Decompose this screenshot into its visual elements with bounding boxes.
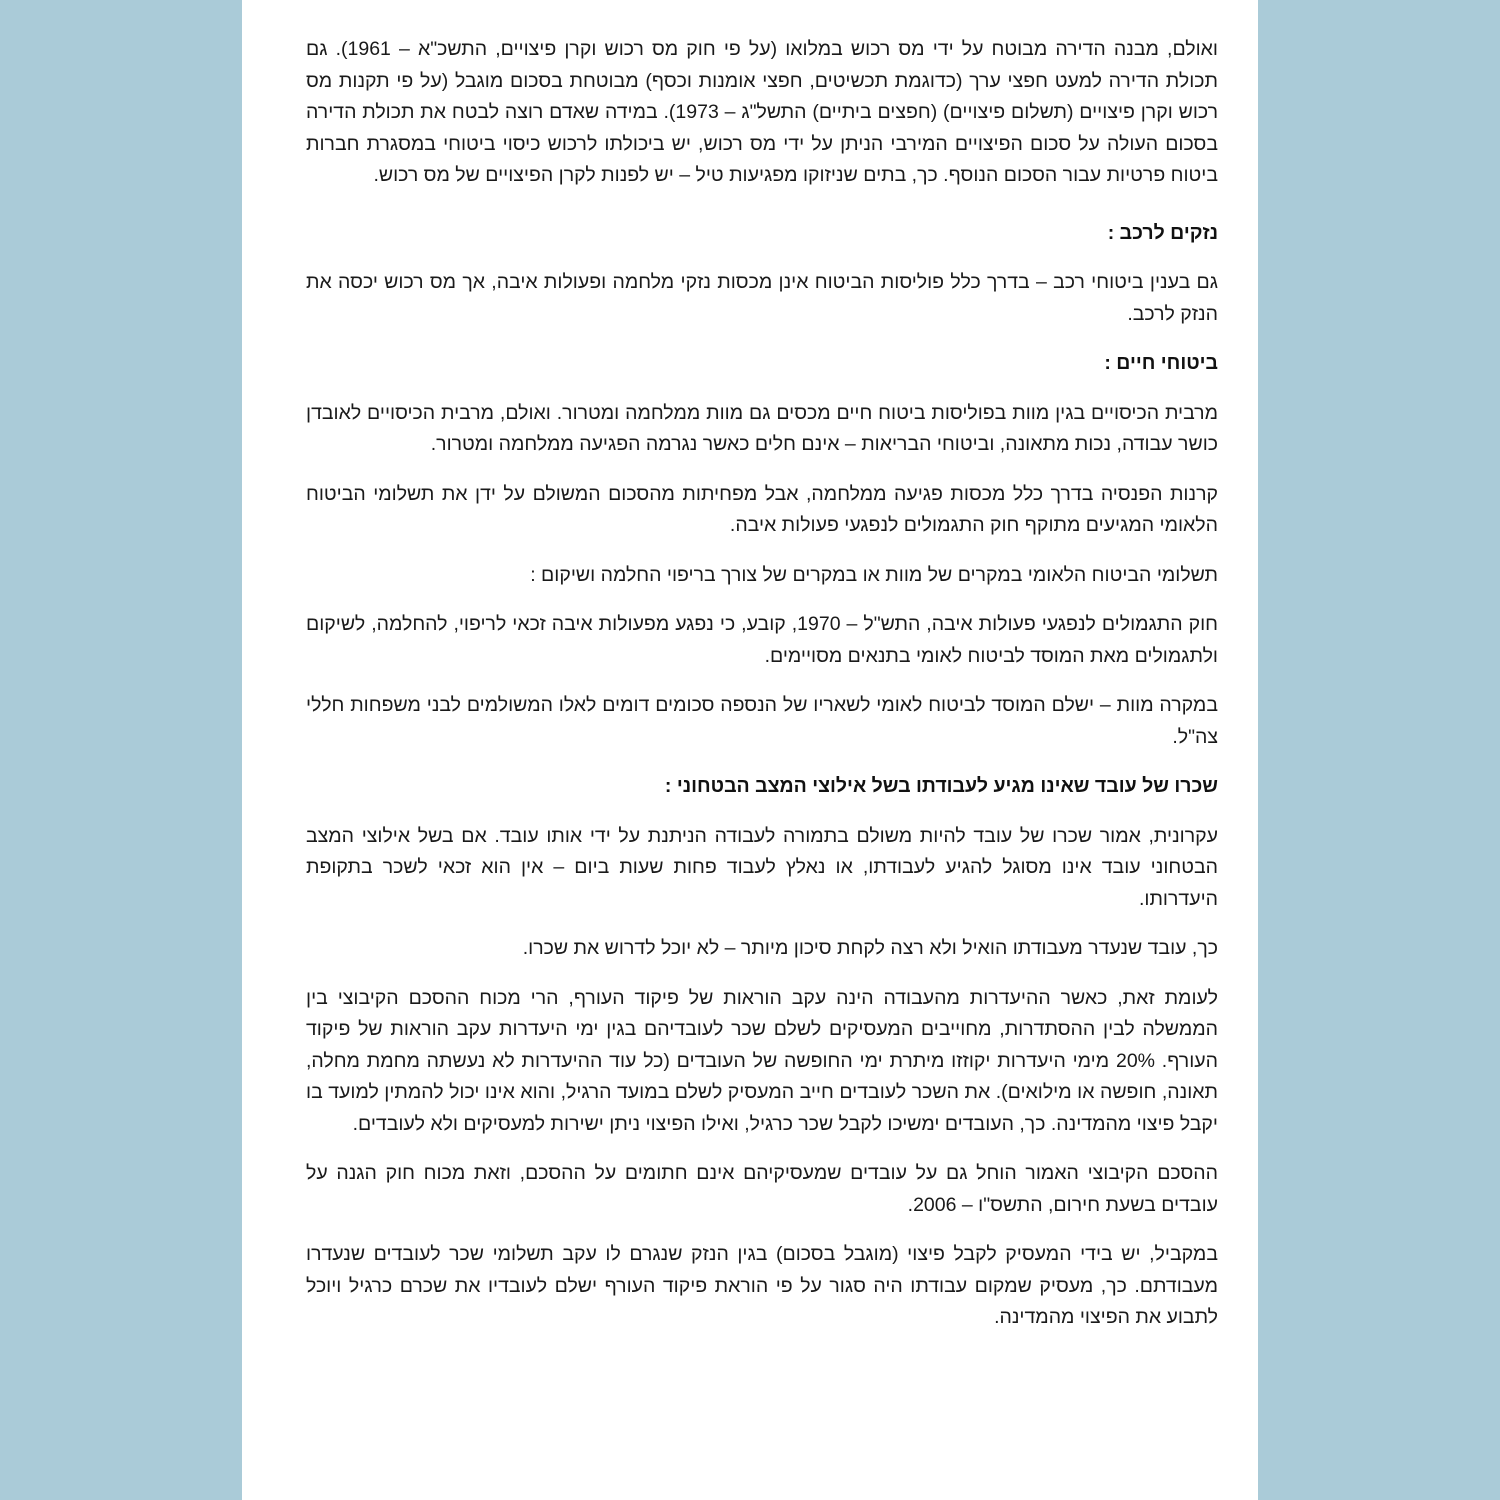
paragraph-collective-agreement: ההסכם הקיבוצי האמור הוחל גם על עובדים שמעסיקיהם אינם חתומים על ההסכם, וזאת מכוח חוק הגנה על עובדים בשעת חירום, התשס"ו – 2006. (306, 1162, 1218, 1216)
paragraph-compensation-law: חוק התגמולים לנפגעי פעולות איבה, התש"ל – 1970, קובע, כי נפגע מפעולות איבה זכאי לריפוי, להחלמה, לשיקום ולתגמולים מאת המוסד לביטוח לאומי בתנאים מסויימים. (306, 613, 1218, 667)
document-body (306, 34, 1218, 1352)
document-page (242, 0, 1258, 1500)
paragraph-vehicle-insurance: גם בענין ביטוחי רכב – בדרך כלל פוליסות הביטוח אינן מכסות נזקי מלחמה ופעולות איבה, אך מס רכוש יכסה את הנזק לרכב. (306, 271, 1218, 325)
paragraph-property-tax: ואולם, מבנה הדירה מבוטח על ידי מס רכוש במלואו (על פי חוק מס רכוש וקרן פיצויים, התשכ"א – 1961). גם תכולת הדירה למעט חפצי ערך (כדוגמת תכשיטים, חפצי אומנות וכסף) מבוטחת בסכום מוגבל (על פי תקנות מס רכוש וקרן פיצויים (תשלום פיצויים) (חפצים ביתיים) התשל"ג – 1973). במידה שאדם רוצה לבטח את תכולת הדירה בסכום העולה על סכום הפיצויים המירבי הניתן על ידי מס רכוש, יש ביכולתו לרכוש כיסוי ביטוחי במסגרת חברות ביטוח פרטיות עבור הסכום הנוסף. כך, בתים שניזוקו מפגיעות טיל – יש לפנות לקרן הפיצויים של מס רכוש. (306, 38, 1219, 186)
paragraph-national-insurance-intro: תשלומי הביטוח הלאומי במקרים של מוות או במקרים של צורך בריפוי החלמה ושיקום : (530, 563, 1218, 586)
paragraph-home-front-command: לעומת זאת, כאשר ההיעדרות מהעבודה הינה עקב הוראות של פיקוד העורף, הרי מכוח ההסכם הקיבוצי בין הממשלה לבין ההסתדרות, מחוייבים המעסיקים לשלם שכר לעובדיהם בגין ימי היעדרות עקב הוראות של פיקוד העורף. 20% מימי היעדרות יקוזזו מיתרת ימי החופשה של העובדים (כל עוד ההיעדרות לא נעשתה מחמת מחלה, תאונה, חופשה או מילואים). את השכר לעובדים חייב המעסיק לשלם במועד הרגיל, והוא אינו יכול להמתין למועד בו יקבל פיצוי מהמדינה. כך, העובדים ימשיכו לקבל שכר כרגיל, ואילו הפיצוי ניתן ישירות למעסיקים ולא לעובדים. (306, 986, 1218, 1135)
paragraph-employer-compensation: במקביל, יש בידי המעסיק לקבל פיצוי (מוגבל בסכום) בגין הנזק שנגרם לו עקב תשלומי שכר לעובדים שנעדרו מעבודתם. כך, מעסיק שמקום עבודתו היה סגור על פי הוראת פיקוד העורף ישלם לעובדיו את שכרם כרגיל ויוכל לתבוע את הפיצוי מהמדינה. (306, 1243, 1218, 1328)
paragraph-life-coverage: מרבית הכיסויים בגין מוות בפוליסות ביטוח חיים מכסים גם מוות ממלחמה ומטרור. ואולם, מרבית הכיסויים לאובדן כושר עבודה, נכות מתאונה, וביטוחי הבריאות – אינם חלים כאשר נגרמה הפגיעה ממלחמה ומטרור. (306, 401, 1218, 455)
heading-worker-wages: שכרו של עובד שאינו מגיע לעבודתו בשל אילוצי המצב הבטחוני : (664, 775, 1218, 797)
heading-life-insurance: ביטוחי חיים : (1104, 352, 1218, 374)
heading-vehicle-damage: נזקים לרכב : (1107, 221, 1218, 244)
paragraph-pension-funds: קרנות הפנסיה בדרך כלל מכסות פגיעה ממלחמה, אבל מפחיתות מהסכום המשולם על ידן את תשלומי הביטוח הלאומי המגיעים מתוקף חוק התגמולים לנפגעי פעולות איבה. (306, 482, 1218, 536)
paragraph-death-case: במקרה מוות – ישלם המוסד לביטוח לאומי לשאריו של הנספה סכומים דומים לאלו המשולמים לבני משפחות חללי צה"ל. (306, 694, 1218, 748)
paragraph-wage-principle: עקרונית, אמור שכרו של עובד להיות משולם בתמורה לעבודה הניתנת על ידי אותו עובד. אם בשל אילוצי המצב הבטחוני עובד אינו מסוגל להגיע לעבודתו, או נאלץ לעבוד פחות שעות ביום – אין הוא זכאי לשכר בתקופת היעדרותו. (306, 824, 1218, 910)
paragraph-absent-worker: כך, עובד שנעדר מעבודתו הואיל ולא רצה לקחת סיכון מיותר – לא יוכל לדרוש את שכרו. (522, 937, 1218, 959)
